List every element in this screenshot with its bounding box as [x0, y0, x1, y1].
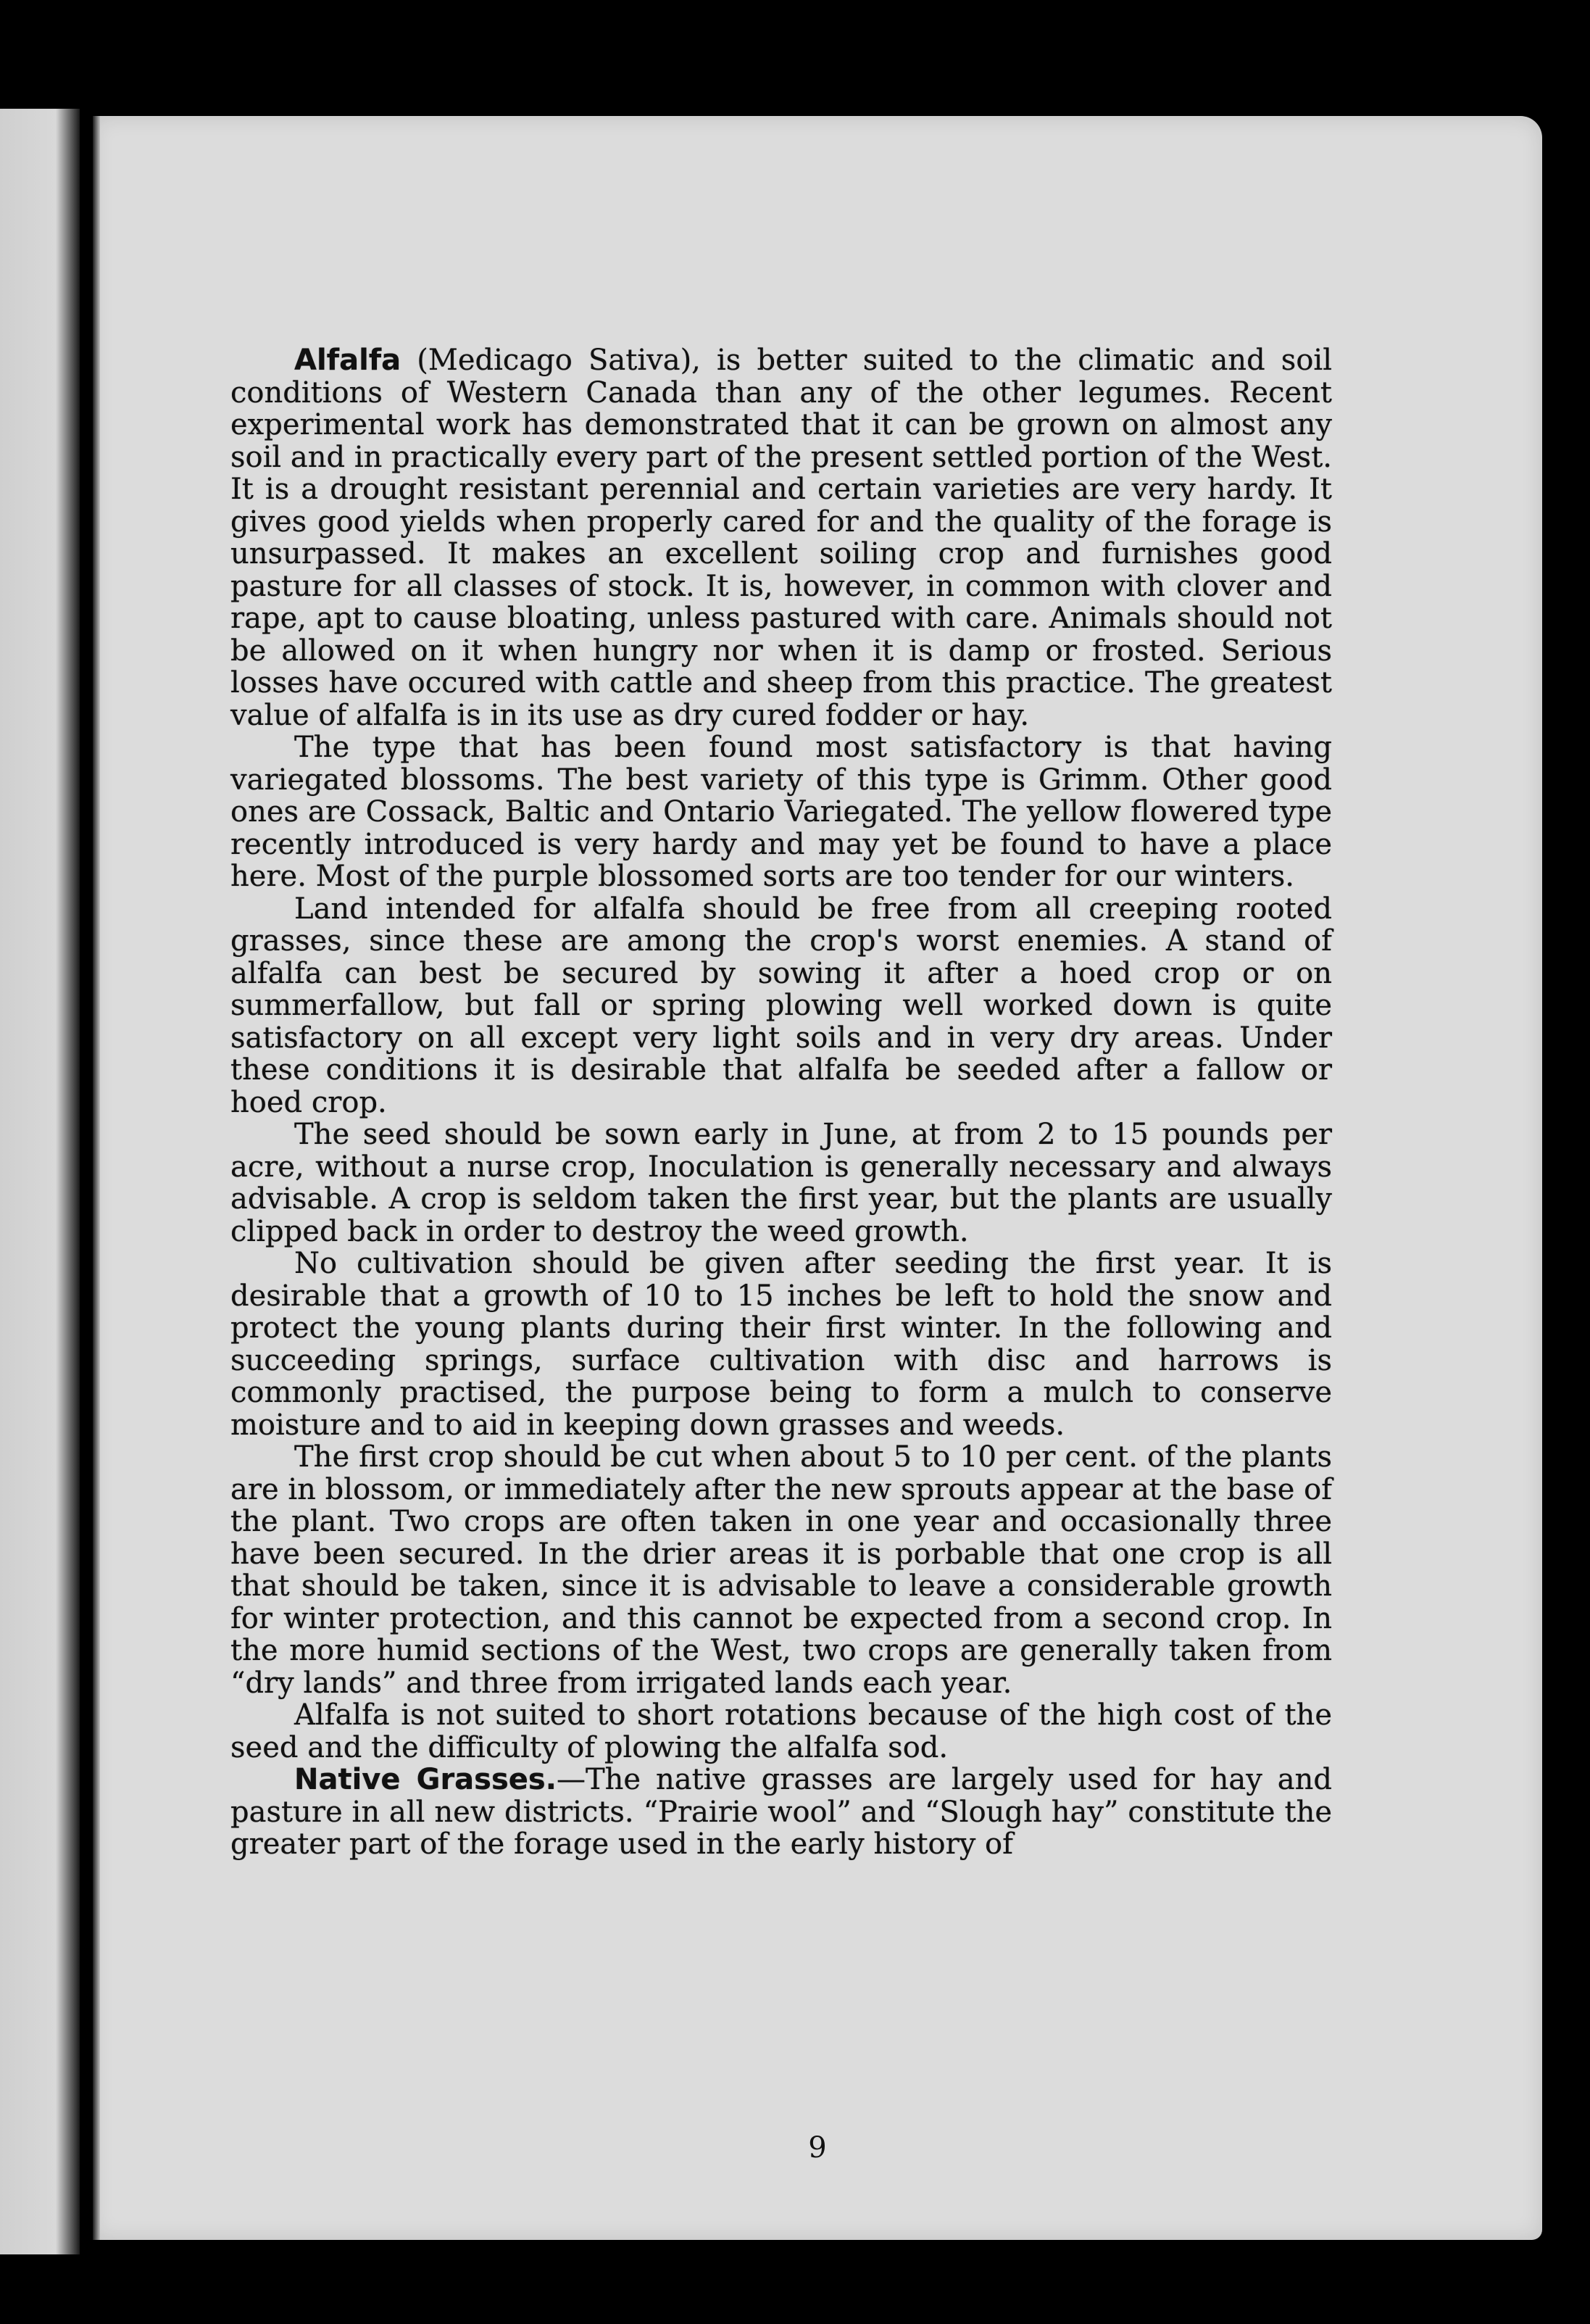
paragraph-text: The first crop should be cut when about 5 to 10 per cent. of the plants are in blossom, or immediately after the new sprouts appear at the base of the plant. Two crops are often taken in one year and occasionally three have been secured. In the drier areas it is porbable that one crop is all that should be taken, since it is advisable to leave a considerable growth for winter protection, and this cannot be expected from a second crop. In the more humid sections of the West, two crops are generally taken from “dry lands” and three from irrigated lands each year.: [230, 1440, 1332, 1700]
paragraph-text: Alfalfa is not suited to short rotations because of the high cost of the seed and the difficulty of plowing the alfalfa sod.: [230, 1698, 1332, 1764]
paragraph-seeding: [230, 1119, 1332, 1248]
facing-page-edge: [0, 109, 80, 2254]
heading-alfalfa: Alfalfa: [294, 344, 401, 377]
heading-native-grasses: Native Grasses.: [294, 1763, 557, 1796]
paragraph-text: The type that has been found most satisfactory is that having variegated blossoms. The best variety of this type is Grimm. Other good ones are Cossack, Baltic and Ontario Variegated. The yellow flowered type recently introduced is very hardy and may yet be found to have a place here. Most of the purple blossomed sorts are too tender for our winters.: [230, 731, 1332, 893]
paragraph-cutting: [230, 1441, 1332, 1699]
paragraph-text: No cultivation should be given after seeding the first year. It is desirable that a growth of 10 to 15 inches be left to hold the snow and protect the young plants during their first winter. In the following and succeeding springs, surface cultivation with disc and harrows is commonly practised, the purpose being to form a mulch to conserve moisture and to aid in keeping down grasses and weeds.: [230, 1247, 1332, 1442]
paragraph-varieties: [230, 731, 1332, 893]
paragraph-land-preparation: [230, 893, 1332, 1119]
paragraph-text: Land intended for alfalfa should be free from all creeping rooted grasses, since these are among the crop's worst enemies. A stand of alfalfa can best be secured by sowing it after a hoed crop or on summerfallow, but fall or spring plowing well worked down is quite satisfactory on all except very light soils and in very dry areas. Under these conditions it is desirable that alfalfa be seeded after a fallow or hoed crop.: [230, 892, 1332, 1119]
paragraph-text: (Medicago Sativa), is better suited to the climatic and soil conditions of Western Canada than any of the other legumes. Recent experimental work has demonstrated that it can be grown on almost any soil and in practically every part of the present settled portion of the West. It is a drought resistant perennial and certain varieties are very hardy. It gives good yields when properly cared for and the quality of the forage is unsurpassed. It makes an excellent soiling crop and furnishes good pasture for all classes of stock. It is, however, in common with clover and rape, apt to cause bloating, unless pastured with care. Animals should not be allowed on it when hungry nor when it is damp or frosted. Serious losses have occured with cattle and sheep from this practice. The greatest value of alfalfa is in its use as dry cured fodder or hay.: [230, 344, 1332, 732]
book-page: [93, 116, 1542, 2240]
page-body-text: [230, 344, 1332, 1861]
paragraph-rotations: [230, 1699, 1332, 1764]
paragraph-cultivation: [230, 1248, 1332, 1441]
paragraph-alfalfa-intro: [230, 344, 1332, 731]
paragraph-text: The seed should be sown early in June, at from 2 to 15 pounds per acre, without a nurse crop, Inoculation is generally necessary and always advisable. A crop is seldom taken the first year, but the plants are usually clipped back in order to destroy the weed growth.: [230, 1118, 1332, 1248]
page-number: 9: [808, 2131, 827, 2165]
paragraph-native-grasses: [230, 1764, 1332, 1861]
paragraph-text: —The native grasses are largely used for hay and pasture in all new districts. “Prairie wool” and “Slough hay” constitute the greater part of the forage used in the early history of: [230, 1763, 1332, 1861]
